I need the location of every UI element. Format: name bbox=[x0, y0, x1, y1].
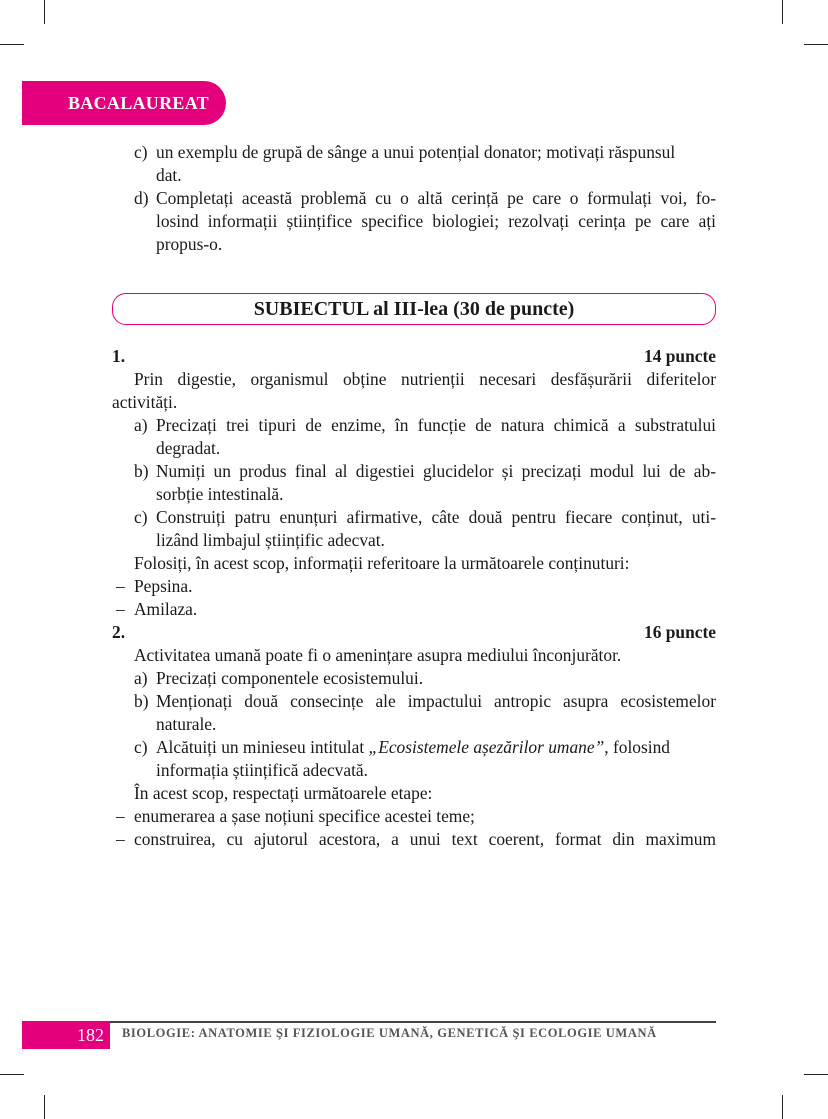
item-c: c) un exemplu de grupă de sânge a unui potențial donator; motivați răspunsul bbox=[134, 142, 676, 162]
crop-mark bbox=[44, 0, 45, 24]
q1-list-item: – Pepsina. bbox=[116, 576, 193, 596]
q2-item-c: c) Alcătuiți un minieseu intitulat „Ecosistemele așezărilor umane”, folosind bbox=[134, 737, 670, 757]
question-2-header: 2. 16 puncte bbox=[112, 622, 716, 642]
crop-mark bbox=[0, 1074, 24, 1075]
q1-list-item: – Amilaza. bbox=[116, 599, 198, 619]
crop-mark bbox=[804, 44, 828, 45]
crop-mark bbox=[44, 1095, 45, 1119]
question-1-header: 1. 14 puncte bbox=[112, 346, 716, 366]
item-d: d) Completați această problemă cu o altă cerință pe care o formulați voi, fo- bbox=[134, 188, 716, 208]
footer-divider bbox=[110, 1021, 716, 1023]
q1-item-b: b) Numiți un produs final al digestiei glucidelor și precizați modul lui de ab- bbox=[134, 461, 716, 481]
questions: 1. 14 puncte Prin digestie, organismul obține nutrienții necesari desfășurării diferitelor activități. a) Precizați trei tipuri de enzime, în funcție de natura chimică a substratului degradat. b) Numiți un produs final al digestiei glucidelor și precizați modul lui de ab- sorbție intestinală. c) Construiți patru enunțuri afirmative, câte două pentru fiecare conținut, uti- lizând limbajul științific adecvat. Folosiți, în acest scop, informații referitoare la următoarele conținuturi: – Pepsina. – Amilaza. 2. 16 puncte Activitatea umană poate fi o amenințare asupra mediului înconjurător. a) Precizați componentele ecosistemului. b) Menționați două consecințe ale impactului antropic asupra ecosistemelor naturale. c) Alcătuiți un minieseu intitulat „Ecosistemele așezărilor umane”, folosind informația științifică adecvată. În acest scop, respectați următoarele etape: – enumerarea a șase noțiuni specifice acestei teme; – construirea, cu ajutorul acestora, a unui text coerent, format din maximum bbox=[112, 346, 716, 849]
subject-title: SUBIECTUL al III-lea (30 de puncte) bbox=[112, 293, 716, 325]
crop-mark bbox=[782, 0, 783, 24]
essay-title: „Ecosistemele așezărilor umane” bbox=[368, 737, 605, 757]
running-title: BIOLOGIE: ANATOMIE ŞI FIZIOLOGIE UMANĂ, GENETICĂ ŞI ECOLOGIE UMANĂ bbox=[122, 1026, 657, 1040]
q2-step: – construirea, cu ajutorul acestora, a unui text coerent, format din maximum bbox=[116, 829, 716, 849]
section-badge: BACALAUREAT bbox=[22, 81, 226, 125]
previous-items: c) un exemplu de grupă de sânge a unui potențial donator; motivați răspunsul dat. d) Completați această problemă cu o altă cerință pe care o formulați voi, fo- losind informații științifice specifice biologiei; rezolvați cerința pe care ați propus-o. bbox=[112, 141, 716, 256]
crop-mark bbox=[782, 1095, 783, 1119]
q1-item-a: a) Precizați trei tipuri de enzime, în funcție de natura chimică a substratului bbox=[134, 415, 716, 435]
crop-mark bbox=[0, 44, 24, 45]
q1-item-c: c) Construiți patru enunțuri afirmative, câte două pentru fiecare conținut, uti- bbox=[134, 507, 716, 527]
crop-mark bbox=[804, 1074, 828, 1075]
q2-item-b: b) Menționați două consecințe ale impactului antropic asupra ecosistemelor bbox=[134, 691, 716, 711]
page-number: 182 bbox=[22, 1021, 110, 1049]
q2-step: – enumerarea a șase noțiuni specifice acestei teme; bbox=[116, 806, 475, 826]
q2-item-a: a) Precizați componentele ecosistemului. bbox=[134, 668, 424, 688]
